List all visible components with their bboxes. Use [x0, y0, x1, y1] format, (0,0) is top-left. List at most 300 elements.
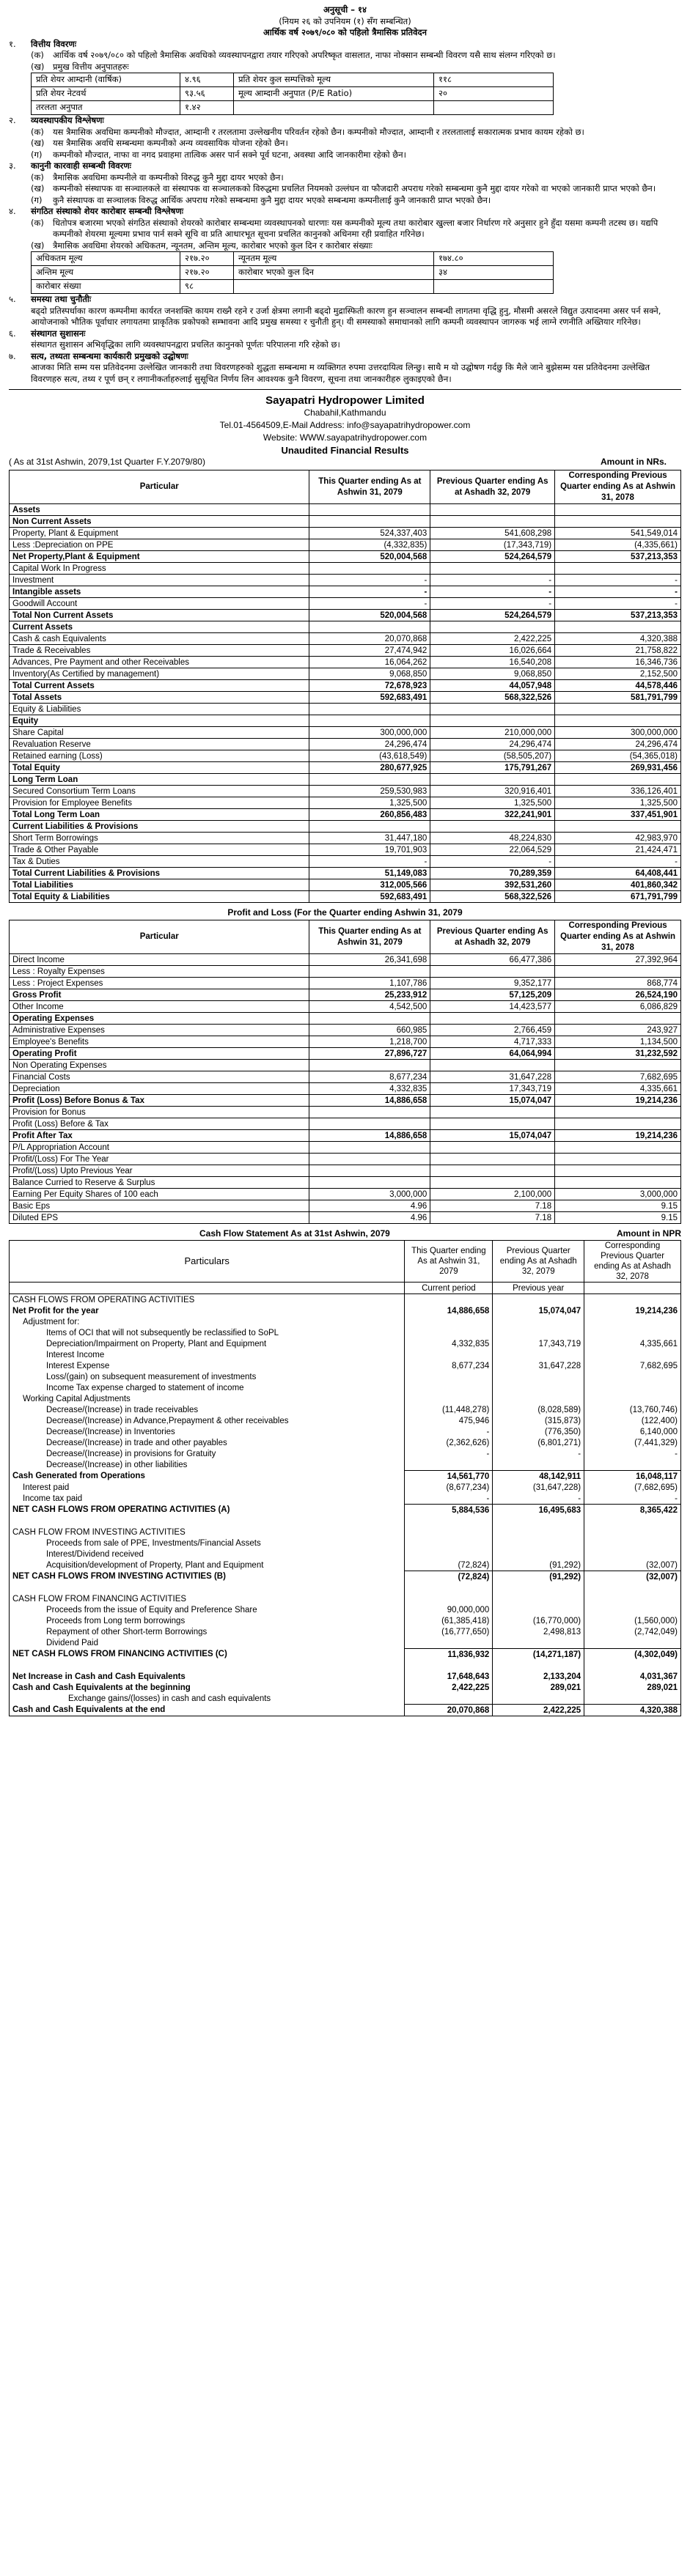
row-label: P/L Appropriation Account — [10, 1142, 309, 1154]
row-label: Trade & Other Payable — [10, 844, 309, 856]
row-value — [405, 1294, 493, 1306]
row-value: 2,498,813 — [493, 1626, 584, 1637]
row-value — [493, 1527, 584, 1538]
row-value: 57,125,209 — [430, 989, 555, 1001]
table-row — [10, 1448, 681, 1459]
table-row — [10, 786, 681, 797]
table-row — [10, 1549, 681, 1560]
row-value — [309, 563, 430, 575]
row-value: 48,142,911 — [493, 1471, 584, 1483]
row-label: Total Liabilities — [10, 879, 309, 891]
row-value: (4,332,835) — [309, 539, 430, 551]
table-row — [10, 610, 681, 621]
row-value — [309, 516, 430, 528]
row-value: 4,335,661 — [555, 1083, 681, 1095]
row-label: Short Term Borrowings — [10, 833, 309, 844]
row-value: 520,004,568 — [309, 551, 430, 563]
row-value — [493, 1693, 584, 1705]
row-value — [584, 1349, 681, 1360]
table-row — [10, 1212, 681, 1224]
row-value: 1,325,500 — [309, 797, 430, 809]
table-row — [10, 1001, 681, 1013]
table-row — [10, 539, 681, 551]
row-label: Net Increase in Cash and Cash Equivalents — [10, 1671, 405, 1682]
table-row — [10, 1025, 681, 1036]
row-value: - — [309, 856, 430, 868]
row-value: 9,068,850 — [309, 668, 430, 680]
row-label: Financial Costs — [10, 1071, 309, 1083]
row-value: - — [430, 575, 555, 586]
company-header — [9, 394, 681, 457]
row-label: Current Assets — [10, 621, 309, 633]
row-value — [309, 1107, 430, 1118]
metric-label: अन्तिम मूल्य — [32, 266, 180, 280]
row-label: Interest Expense — [10, 1360, 405, 1371]
row-value: - — [309, 575, 430, 586]
metric-label — [234, 101, 434, 115]
metric-value: २१७.२० — [180, 252, 234, 266]
row-value: - — [584, 1493, 681, 1505]
row-value: - — [555, 575, 681, 586]
section-2-kha — [9, 138, 681, 150]
company-address: Chabahil,Kathmandu — [304, 407, 386, 418]
row-value — [584, 1538, 681, 1549]
row-label — [10, 1660, 405, 1671]
row-value: 289,021 — [493, 1682, 584, 1693]
row-value: 1,325,500 — [555, 797, 681, 809]
row-value — [430, 1165, 555, 1177]
row-label: Total Equity & Liabilities — [10, 891, 309, 903]
row-label: Operating Expenses — [10, 1013, 309, 1025]
row-value — [405, 1637, 493, 1649]
item-label: (क) — [31, 171, 44, 182]
row-label: Total Non Current Assets — [10, 610, 309, 621]
row-label: Long Term Loan — [10, 774, 309, 786]
table-row — [10, 1671, 681, 1682]
row-value — [584, 1371, 681, 1382]
row-value: 64,408,441 — [555, 868, 681, 879]
row-value — [309, 1060, 430, 1071]
row-value: 42,983,970 — [555, 833, 681, 844]
table-row — [10, 821, 681, 833]
row-value: 14,886,658 — [405, 1305, 493, 1316]
table-header-row — [10, 920, 681, 954]
company-name: Sayapatri Hydropower Limited — [265, 394, 425, 407]
cashflow-table — [9, 1240, 681, 1716]
row-value — [493, 1549, 584, 1560]
row-value — [584, 1660, 681, 1671]
row-label: Cash and Cash Equivalents at the end — [10, 1705, 405, 1716]
row-value: (17,343,719) — [430, 539, 555, 551]
table-row — [10, 551, 681, 563]
row-value: 868,774 — [555, 978, 681, 989]
row-value: 475,946 — [405, 1415, 493, 1426]
row-value: 8,677,234 — [405, 1360, 493, 1371]
row-value: 16,048,117 — [584, 1471, 681, 1483]
row-label: Non Operating Expenses — [10, 1060, 309, 1071]
row-value: 19,214,236 — [584, 1305, 681, 1316]
row-value — [430, 966, 555, 978]
metric-value: ११८ — [434, 73, 554, 87]
row-label: Revaluation Reserve — [10, 739, 309, 750]
section-4-ka — [9, 218, 681, 240]
table-row — [10, 727, 681, 739]
table-subheader-row — [10, 1283, 681, 1294]
row-label: Acquisition/development of Property, Plant and Equipment — [10, 1560, 405, 1571]
row-value — [584, 1582, 681, 1593]
row-value: (7,682,695) — [584, 1482, 681, 1493]
metric-label: तरलता अनुपात — [32, 101, 180, 115]
row-value: 44,578,446 — [555, 680, 681, 692]
row-value: 64,064,994 — [430, 1048, 555, 1060]
row-value — [493, 1637, 584, 1649]
row-value — [405, 1393, 493, 1404]
table-row — [10, 1426, 681, 1437]
row-value — [555, 563, 681, 575]
row-value — [405, 1316, 493, 1327]
row-label: Intangible assets — [10, 586, 309, 598]
row-value: 31,647,228 — [493, 1360, 584, 1371]
row-label: Equity & Liabilities — [10, 704, 309, 715]
section-2-ga — [9, 150, 681, 161]
row-value: 210,000,000 — [430, 727, 555, 739]
row-value: - — [405, 1426, 493, 1437]
row-value: (14,271,187) — [493, 1649, 584, 1661]
row-value: - — [555, 856, 681, 868]
table-row — [10, 1404, 681, 1415]
row-value: 592,683,491 — [309, 891, 430, 903]
row-value: 90,000,000 — [405, 1604, 493, 1615]
row-value: 15,074,047 — [493, 1305, 584, 1316]
column-header: Corresponding Previous Quarter ending As at Ashwin 31, 2078 — [555, 920, 681, 954]
row-value: 269,931,456 — [555, 762, 681, 774]
table-row — [10, 1505, 681, 1516]
table-row — [10, 762, 681, 774]
table-row — [10, 680, 681, 692]
item-label: (क) — [31, 217, 44, 228]
row-value — [405, 1382, 493, 1393]
ratio-table — [31, 73, 554, 115]
row-value — [584, 1393, 681, 1404]
table-row — [10, 1177, 681, 1189]
row-value: 17,648,643 — [405, 1671, 493, 1682]
section-7-text — [9, 362, 681, 385]
row-value: 336,126,401 — [555, 786, 681, 797]
row-value: (13,760,746) — [584, 1404, 681, 1415]
row-value — [555, 1154, 681, 1165]
row-label: Interest Income — [10, 1349, 405, 1360]
table-row — [10, 1165, 681, 1177]
row-value — [430, 1118, 555, 1130]
column-header: This Quarter ending As at Ashwin 31, 2079 — [309, 920, 430, 954]
row-value: 14,423,577 — [430, 1001, 555, 1013]
row-value: 4,335,661 — [584, 1338, 681, 1349]
row-label: Trade & Receivables — [10, 645, 309, 657]
row-value: 537,213,353 — [555, 551, 681, 563]
table-row — [10, 1538, 681, 1549]
row-value — [493, 1393, 584, 1404]
row-value: 19,701,903 — [309, 844, 430, 856]
row-label — [10, 1516, 405, 1527]
row-value: 21,758,822 — [555, 645, 681, 657]
row-value: (4,335,661) — [555, 539, 681, 551]
table-row — [10, 954, 681, 966]
row-value — [309, 704, 430, 715]
row-value: 6,140,000 — [584, 1426, 681, 1437]
item-text: आजका मिति सम्म यस प्रतिवेदनमा उल्लेखित जानकारी तथा विवरणहरुको शुद्धता सम्बन्धमा म व्यक्तिगत रुपमा उत्तरदायित्व लिन्छु। साथै म यो उद्घोषण गर्दछु कि मैले जाने बुझेसम्म यस प्रतिवेदनमा उल्लेखित विवरणहरु सत्य, तथ्य र पूर्ण छन् र लगानीकर्ताहरुलाई सुसूचित निर्णय लिन आवश्यक कुनै विवरण, सूचना तथा जानकारीहरु लुकाइएको छैन। — [31, 362, 650, 384]
row-value — [555, 821, 681, 833]
row-value: 7.18 — [430, 1200, 555, 1212]
row-label: Proceeds from sale of PPE, Investments/Financial Assets — [10, 1538, 405, 1549]
row-label: Adjustment for: — [10, 1316, 405, 1327]
table-row — [10, 1154, 681, 1165]
table-row — [10, 1471, 681, 1483]
table-row — [10, 621, 681, 633]
row-value: - — [309, 598, 430, 610]
column-header: Previous Quarter ending As at Ashadh 32, 2079 — [430, 920, 555, 954]
row-value: 4,320,388 — [584, 1705, 681, 1716]
row-label: Profit After Tax — [10, 1130, 309, 1142]
row-value — [309, 1165, 430, 1177]
section-number: ३. — [9, 160, 16, 171]
rule-reference: (नियम २६ को उपनियम (१) सँग सम्बन्धित) — [279, 15, 411, 26]
row-value — [584, 1516, 681, 1527]
row-value: 6,086,829 — [555, 1001, 681, 1013]
section-number: १. — [9, 38, 16, 49]
row-label: Secured Consortium Term Loans — [10, 786, 309, 797]
row-label: Loss/(gain) on subsequent measurement of investments — [10, 1371, 405, 1382]
table-row — [10, 1048, 681, 1060]
row-label: Total Current Liabilities & Provisions — [10, 868, 309, 879]
row-value: 4,542,500 — [309, 1001, 430, 1013]
row-value: 14,886,658 — [309, 1130, 430, 1142]
item-label: (ख) — [31, 183, 45, 193]
metric-label: न्यूनतम मूल्य — [234, 252, 434, 266]
table-row — [32, 87, 554, 101]
metric-value — [434, 280, 554, 294]
row-value: (16,770,000) — [493, 1615, 584, 1626]
row-value — [309, 821, 430, 833]
row-value: 27,392,964 — [555, 954, 681, 966]
table-row — [10, 633, 681, 645]
item-label: (ग) — [31, 149, 43, 160]
row-label: Total Assets — [10, 692, 309, 704]
row-label: Items of OCI that will not subsequently be reclassified to SoPL — [10, 1327, 405, 1338]
table-row — [10, 1349, 681, 1360]
table-row — [10, 504, 681, 516]
column-header: Corresponding Previous Quarter ending As at Ashwin 31, 2078 — [555, 470, 681, 504]
row-value — [405, 1459, 493, 1471]
row-label: Exchange gains/(losses) in cash and cash equivalents — [10, 1693, 405, 1705]
table-row — [10, 704, 681, 715]
metric-label: प्रति शेयर आम्दानी (वार्षिक) — [32, 73, 180, 87]
section-title: सत्य, तथ्यता सम्बन्धमा कार्यकारी प्रमुखको उद्घोषणः — [31, 350, 188, 361]
column-subheader: Current period — [405, 1283, 493, 1294]
row-value — [405, 1327, 493, 1338]
report-period: ( As at 31st Ashwin, 2079,1st Quarter F.Y.2079/80) — [9, 457, 205, 467]
row-value: 1,107,786 — [309, 978, 430, 989]
metric-value: २० — [434, 87, 554, 101]
table-row — [10, 1516, 681, 1527]
table-row — [32, 252, 554, 266]
section-3-ka — [9, 172, 681, 184]
row-label: Interest/Dividend received — [10, 1549, 405, 1560]
row-value: 19,214,236 — [555, 1095, 681, 1107]
row-label: Income Tax expense charged to statement of income — [10, 1382, 405, 1393]
row-value — [430, 1060, 555, 1071]
row-value: 1,218,700 — [309, 1036, 430, 1048]
row-value: 2,133,204 — [493, 1671, 584, 1682]
table-row — [10, 891, 681, 903]
row-value: 312,005,566 — [309, 879, 430, 891]
column-header: This Quarter ending As at Ashwin 31, 2079 — [405, 1241, 493, 1283]
column-header: Previous Quarter ending As at Ashadh 32, 2079 — [493, 1241, 584, 1283]
row-value — [555, 621, 681, 633]
table-row — [10, 844, 681, 856]
table-row — [10, 516, 681, 528]
row-label: Cash Generated from Operations — [10, 1471, 405, 1483]
row-value: 15,074,047 — [430, 1130, 555, 1142]
row-value: 300,000,000 — [555, 727, 681, 739]
row-label: Repayment of other Short-term Borrowings — [10, 1626, 405, 1637]
row-value: 4,031,367 — [584, 1671, 681, 1682]
row-value: (31,647,228) — [493, 1482, 584, 1493]
item-text: कम्पनीको संस्थापक वा सञ्चालकले वा संस्थापक वा सञ्चालकको विरुद्धमा प्रचलित नियमको उल्लंघन वा फौजदारी अपराध गरेको सम्बन्धमा कुनै मुद्दा दायर गरेको वा भएको जानकारी प्राप्त भएको छैन। — [53, 183, 656, 193]
row-value — [555, 966, 681, 978]
row-label: Basic Eps — [10, 1200, 309, 1212]
item-text: बढ्दो प्रतिस्पर्धाका कारण कम्पनीमा कार्यरत जनशक्ति कायम राख्नै रहने र उर्जा क्षेत्रमा लगानी बढ्दो मुद्रास्फिती कारण हुन सञ्चालन सम्बन्धी लागतमा वृद्धि हुनु, मौसमी असरले विद्युत उत्पादनमा असर पर्न सक्ने, आयोजनाको भौतिक पूर्वाधार लगायतमा प्राकृतिक प्रकोपको सम्भावना आदि प्रमुख समस्या र चुनौती हुन्। यी समस्याको समाधानको लागि कम्पनी व्यवस्थापन जागरुक भई लाग्ने रणनीति अख्तियार गरिनेछ। — [31, 305, 661, 327]
row-value — [430, 504, 555, 516]
row-value: 66,477,386 — [430, 954, 555, 966]
row-value — [584, 1549, 681, 1560]
section-title: व्यवस्थापकीय विश्लेषणः — [31, 115, 104, 125]
row-label: Goodwill Account — [10, 598, 309, 610]
row-value — [493, 1349, 584, 1360]
row-value: - — [430, 586, 555, 598]
table-row — [10, 1705, 681, 1716]
row-label: Property, Plant & Equipment — [10, 528, 309, 539]
profit-loss-table — [9, 920, 681, 1224]
row-value: (54,365,018) — [555, 750, 681, 762]
item-text: त्रैमासिक अवधिमा शेयरको अधिकतम, न्यूनतम, अन्तिम मूल्य, कारोबार भएको कुल दिन र कारोबार संख्याः — [53, 240, 372, 251]
row-value: (58,505,207) — [430, 750, 555, 762]
metric-label: प्रति शेयर नेटवर्थ — [32, 87, 180, 101]
row-label: Direct Income — [10, 954, 309, 966]
metric-value: ९८ — [180, 280, 234, 294]
section-3-kha — [9, 183, 681, 195]
row-value: 14,561,770 — [405, 1471, 493, 1483]
column-header: This Quarter ending As at Ashwin 31, 2079 — [309, 470, 430, 504]
row-value: (8,677,234) — [405, 1482, 493, 1493]
row-value: 17,343,719 — [430, 1083, 555, 1095]
metric-label — [234, 280, 434, 294]
table-row — [32, 73, 554, 87]
table-row — [10, 1493, 681, 1505]
table-row — [10, 1371, 681, 1382]
row-value — [493, 1327, 584, 1338]
row-value: 17,343,719 — [493, 1338, 584, 1349]
row-value: 14,886,658 — [309, 1095, 430, 1107]
item-text: धितोपत्र बजारमा भएको संगठित संस्थाको शेयरको कारोबार सम्बन्धमा व्यवस्थापनको धारणाः यस कम्पनीको मूल्य तथा कारोबार खुल्ला बजार निर्धारण गरे अनुसार हुने हुँदा यसमा कम्पनी तटस्थ छ। यद्यपि कम्पनीको शेयरमा मूल्यमा प्रभाव पार्न सक्ने सूचि वा प्रति आधारभूत सूचना प्रचलित कानुनको अधिनमा रही प्रवाहित गरिनेछ। — [53, 217, 658, 239]
row-value: 289,021 — [584, 1682, 681, 1693]
row-value: 4,332,835 — [405, 1338, 493, 1349]
row-value: 24,296,474 — [430, 739, 555, 750]
table-row — [10, 774, 681, 786]
item-text: आर्थिक वर्ष २०७९/०८० को पहिलो त्रैमासिक अवधिको व्यवस्थापनद्वारा तयार गरिएको अपरिष्कृत वासलात, नाफा नोक्सान सम्बन्धी विवरण यसै साथ संलग्न गरिएको छ। — [53, 50, 556, 60]
column-header: Particular — [10, 470, 309, 504]
row-label: Non Current Assets — [10, 516, 309, 528]
table-row — [10, 868, 681, 879]
row-value — [430, 516, 555, 528]
row-value — [405, 1371, 493, 1382]
row-value: 2,422,225 — [430, 633, 555, 645]
row-value: 175,791,267 — [430, 762, 555, 774]
row-value — [555, 1118, 681, 1130]
row-value — [405, 1516, 493, 1527]
table-row — [10, 1626, 681, 1637]
row-value — [555, 1060, 681, 1071]
row-value: 337,451,901 — [555, 809, 681, 821]
row-label: Profit/(Loss) For The Year — [10, 1154, 309, 1165]
metric-value: १.४२ — [180, 101, 234, 115]
table-row — [10, 1482, 681, 1493]
item-text: यस त्रैमासिक अवधि सम्बन्धमा कम्पनीको अन्य व्यवसायिक योजना रहेको छैन। — [53, 138, 288, 148]
row-value: 16,346,736 — [555, 657, 681, 668]
section-number: ६. — [9, 328, 16, 339]
row-value: (7,441,329) — [584, 1437, 681, 1448]
row-value — [493, 1294, 584, 1306]
row-value — [555, 1107, 681, 1118]
row-value: (1,560,000) — [584, 1615, 681, 1626]
row-value — [309, 966, 430, 978]
row-value — [584, 1527, 681, 1538]
section-2-ka — [9, 127, 681, 139]
row-label: Decrease/(Increase) in provisions for Gratuity — [10, 1448, 405, 1459]
row-value: (8,028,589) — [493, 1404, 584, 1415]
row-label: Profit/(Loss) Upto Previous Year — [10, 1165, 309, 1177]
item-text: यस त्रैमासिक अवधिमा कम्पनीको मौज्दात, आम्दानी र तरलतामा उल्लेखनीय परिवर्तन रहेको छैन। कम्पनीको मौज्दात, आम्दानी र तरलतालाई सकारात्मक प्रभाव कायम रहेको छ। — [53, 126, 584, 137]
row-label: Net Property,Plant & Equipment — [10, 551, 309, 563]
table-row — [10, 715, 681, 727]
row-value: 392,531,260 — [430, 879, 555, 891]
row-value — [555, 1177, 681, 1189]
row-value: (11,448,278) — [405, 1404, 493, 1415]
table-row — [10, 657, 681, 668]
row-value — [405, 1660, 493, 1671]
row-label: Cash & cash Equivalents — [10, 633, 309, 645]
row-value — [555, 1142, 681, 1154]
row-value: 524,337,403 — [309, 528, 430, 539]
table-row — [10, 879, 681, 891]
row-value: 4.96 — [309, 1212, 430, 1224]
row-value: (6,801,271) — [493, 1437, 584, 1448]
row-value — [493, 1604, 584, 1615]
row-label: CASH FLOW FROM INVESTING ACTIVITIES — [10, 1527, 405, 1538]
row-value — [493, 1371, 584, 1382]
section-number: २. — [9, 115, 16, 125]
row-label: Cash and Cash Equivalents at the beginning — [10, 1682, 405, 1693]
row-value — [493, 1582, 584, 1593]
row-value — [430, 1107, 555, 1118]
table-row — [10, 1316, 681, 1327]
item-text: कम्पनीको मौज्दात, नाफा वा नगद प्रवाहमा तात्विक असर पार्न सक्ने पूर्व घटना, अवस्था आदि जानकारीमा रहेको छैन। — [53, 149, 407, 160]
company-contact: Tel.01-4564509,E-Mail Address: info@sayapatrihydropower.com — [219, 420, 471, 430]
row-value — [584, 1593, 681, 1604]
column-subheader — [10, 1283, 405, 1294]
row-value: 7.18 — [430, 1212, 555, 1224]
row-value: 320,916,401 — [430, 786, 555, 797]
metric-value: ४.९६ — [180, 73, 234, 87]
